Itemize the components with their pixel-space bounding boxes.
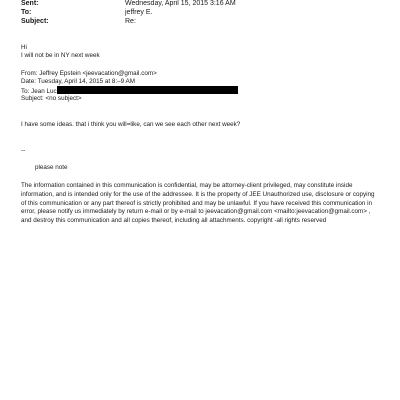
reply-line: I will not be in NY next week (21, 52, 100, 59)
subject-label: Subject: (21, 18, 49, 25)
sent-value: Wednesday, April 15, 2015 3:16 AM (125, 0, 236, 7)
quoted-subject: Subject: <no subject> (21, 95, 82, 102)
quoted-date: Date: Tuesday, April 14, 2015 at 8:–9 AM (21, 78, 135, 85)
separator: -- (21, 147, 26, 154)
please-note: please note (35, 164, 68, 171)
to-value: jeffrey E. (125, 9, 153, 16)
to-label: To: (21, 9, 32, 16)
subject-row (21, 17, 136, 26)
quoted-from: From: Jeffrey Epstein <jeevacation@gmail.com> (21, 70, 157, 77)
disclaimer-paragraph: The information contained in this communication is confidential, may be attorney-client privileged, may constitute inside information, and is intended only for the use of the addressee. It is the property of JEE Unauthorized use, disclosure or copying of this communication or any part thereof is strictly prohibited and may be unlawful. If you have received this communication in error, please notify us immediately by return e-mail or by e-mail to jeevacation@gmail.com <mailto:jeevacation@gmail.com> , and destroy this communication and all copies thereof, including all attachments. copyright -all rights reserved (21, 182, 375, 225)
redaction-bar (57, 86, 238, 94)
sent-label: Sent: (21, 0, 39, 7)
subject-value: Re: (125, 18, 136, 25)
message-text: I have some ideas. that i think you will=like, can we see each other next week? (21, 121, 241, 128)
reply-greeting: Hi (21, 44, 27, 51)
quoted-to: To: Jean Luc (21, 88, 57, 95)
to-row (21, 8, 153, 17)
sent-row (21, 0, 236, 8)
